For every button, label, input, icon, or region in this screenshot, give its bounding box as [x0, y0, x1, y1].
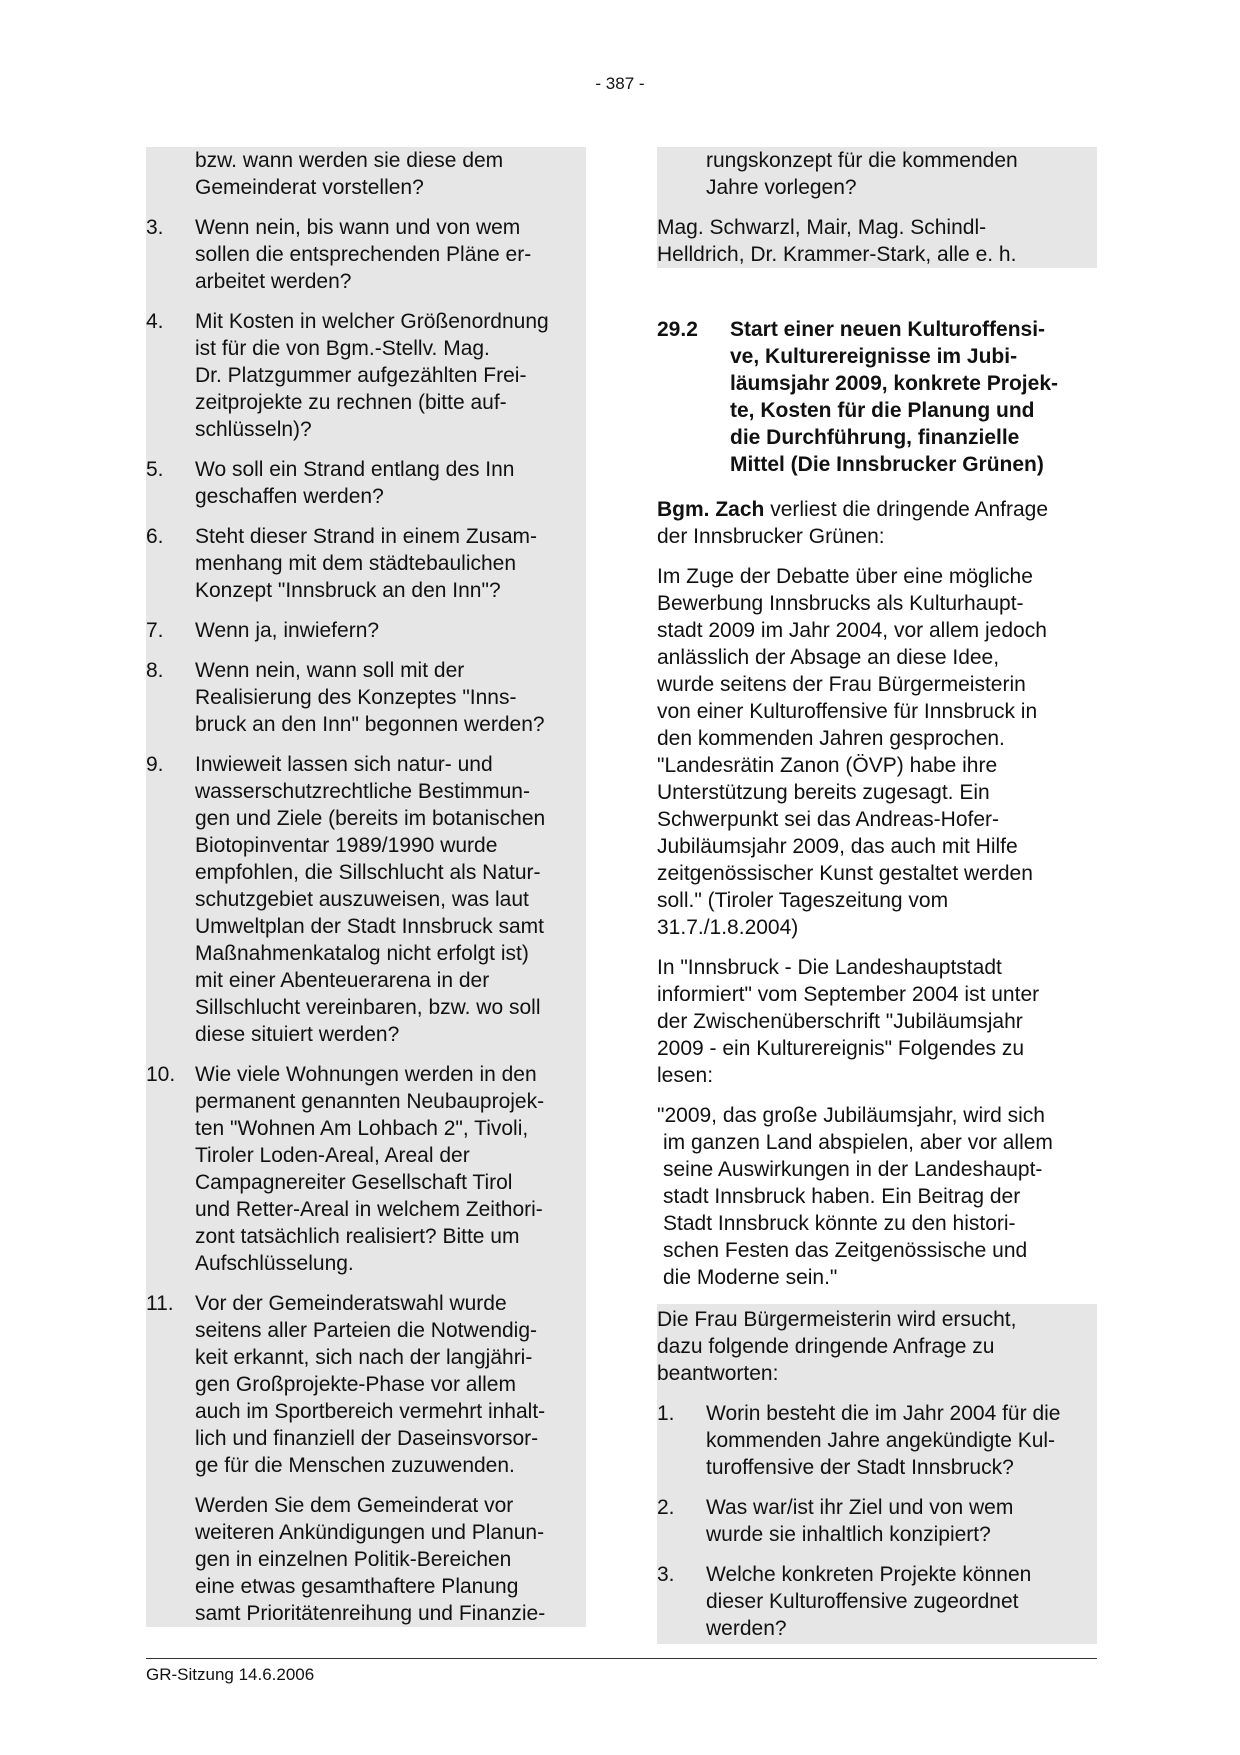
text-line: Unterstützung bereits zugesagt. Ein [657, 781, 990, 804]
text-line: seitens aller Parteien die Notwendig- [195, 1319, 538, 1342]
list-item [146, 523, 586, 604]
text-line: Gemeinderat vorstellen? [195, 176, 424, 199]
left-closing-paragraph [146, 1492, 586, 1627]
list-item [146, 1290, 586, 1479]
text-line: Jubiläumsjahr 2009, das auch mit Hilfe [657, 835, 1018, 858]
text-line: Was war/ist ihr Ziel und von wem [706, 1496, 1014, 1519]
text-line: 31.7./1.8.2004) [657, 916, 799, 939]
list-item [146, 214, 586, 295]
text-line: gen und Ziele (bereits im botanischen [195, 807, 546, 830]
text-line: stadt Innsbruck haben. Ein Beitrag der [663, 1185, 1021, 1208]
right-continuation [657, 147, 1097, 201]
item-number: 1. [657, 1402, 675, 1425]
heading-line: die Durchführung, finanzielle [730, 426, 1020, 449]
text-line: ge für die Menschen zuzuwenden. [195, 1454, 515, 1477]
text-line: eine etwas gesamthaftere Planung [195, 1575, 519, 1598]
text-line: Wie viele Wohnungen werden in den [195, 1063, 537, 1086]
list-item [657, 1561, 1097, 1642]
text-line: dazu folgende dringende Anfrage zu [657, 1335, 995, 1358]
text-line: keit erkannt, sich nach der langjähri- [195, 1346, 533, 1369]
text-line: mit einer Abenteuerarena in der [195, 969, 490, 992]
text-line: Inwieweit lassen sich natur- und [195, 753, 493, 776]
left-continuation [146, 147, 586, 201]
signatories [657, 214, 1097, 268]
section-number: 29.2 [657, 318, 698, 341]
text-line: schutzgebiet auszuweisen, was laut [195, 888, 529, 911]
text-line: Umweltplan der Stadt Innsbruck samt [195, 915, 544, 938]
text-line: "Landesrätin Zanon (ÖVP) habe ihre [657, 754, 998, 777]
text-line: zeitgenössischer Kunst gestaltet werden [657, 862, 1033, 885]
text-line: weiteren Ankündigungen und Planun- [195, 1521, 545, 1544]
text-line: lesen: [657, 1064, 714, 1087]
text-line: kommenden Jahre angekündigte Kul- [706, 1429, 1056, 1452]
text-line: Worin besteht die im Jahr 2004 für die [706, 1402, 1061, 1425]
text-line: Mag. Schwarzl, Mair, Mag. Schindl- [657, 216, 987, 239]
text-line: informiert" vom September 2004 ist unter [657, 983, 1040, 1006]
heading-line: te, Kosten für die Planung und [730, 399, 1035, 422]
text-line: "2009, das große Jubiläumsjahr, wird sich [657, 1104, 1045, 1127]
text-line: dieser Kulturoffensive zugeordnet [706, 1590, 1019, 1613]
text-line: auch im Sportbereich vermehrt inhalt- [195, 1400, 546, 1423]
text-line: Maßnahmenkatalog nicht erfolgt ist) [195, 942, 529, 965]
item-number: 3. [146, 216, 164, 239]
text-fragment: verliest die dringende Anfrage [764, 498, 1049, 521]
section-heading [657, 316, 1097, 478]
text-line: rungskonzept für die kommenden [706, 149, 1018, 172]
text-line: Die Frau Bürgermeisterin wird ersucht, [657, 1308, 1017, 1331]
text-line: gen Großprojekte-Phase vor allem [195, 1373, 516, 1396]
list-item [146, 1061, 586, 1277]
text-line: schlüsseln)? [195, 418, 312, 441]
request-paragraph [657, 1306, 1097, 1387]
text-line: Dr. Platzgummer aufgezählten Frei- [195, 364, 527, 387]
text-line: turoffensive der Stadt Innsbruck? [706, 1456, 1014, 1479]
text-line: wurde sie inhaltlich konzipiert? [706, 1523, 991, 1546]
text-line: und Retter-Areal in welchem Zeithori- [195, 1198, 543, 1221]
footer-divider [146, 1658, 1097, 1659]
item-number: 11. [146, 1292, 174, 1315]
right-shaded-block-top [657, 147, 1097, 268]
text-line: beantworten: [657, 1362, 779, 1385]
text-line: Steht dieser Strand in einem Zusam- [195, 525, 537, 548]
text-line: seine Auswirkungen in der Landeshaupt- [663, 1158, 1043, 1181]
list-item [657, 1494, 1097, 1548]
text-line: von einer Kulturoffensive für Innsbruck in [657, 700, 1038, 723]
reader-statement [657, 496, 1097, 550]
text-line: der Innsbrucker Grünen: [657, 525, 885, 548]
paragraph-1 [657, 563, 1097, 941]
quote [657, 1102, 1097, 1291]
text-line: Werden Sie dem Gemeinderat vor [195, 1494, 514, 1517]
text-line: Biotopinventar 1989/1990 wurde [195, 834, 498, 857]
list-item [657, 1400, 1097, 1481]
item-number: 10. [146, 1063, 176, 1086]
text-line: Helldrich, Dr. Krammer-Stark, alle e. h. [657, 243, 1017, 266]
text-line: Vor der Gemeinderatswahl wurde [195, 1292, 507, 1315]
text-line: stadt 2009 im Jahr 2004, vor allem jedoch [657, 619, 1047, 642]
item-number: 9. [146, 753, 164, 776]
text-line: die Moderne sein." [663, 1266, 838, 1289]
list-item [146, 751, 586, 1048]
footer-text: GR-Sitzung 14.6.2006 [146, 1665, 315, 1684]
heading-line: Mittel (Die Innsbrucker Grünen) [730, 453, 1044, 476]
text-line: Welche konkreten Projekte können [706, 1563, 1032, 1586]
text-line: empfohlen, die Sillschlucht als Natur- [195, 861, 541, 884]
item-number: 5. [146, 458, 164, 481]
heading-line: Start einer neuen Kulturoffensi- [730, 318, 1046, 341]
text-line: zont tatsächlich realisiert? Bitte um [195, 1225, 520, 1248]
text-line: arbeitet werden? [195, 270, 352, 293]
item-number: 6. [146, 525, 164, 548]
text-line: 2009 - ein Kulturereignis" Folgendes zu [657, 1037, 1025, 1060]
left-shaded-block [146, 147, 586, 1627]
text-line: Campagnereiter Gesellschaft Tirol [195, 1171, 513, 1194]
text-line: ten "Wohnen Am Lohbach 2", Tivoli, [195, 1117, 529, 1140]
text-line: geschaffen werden? [195, 485, 384, 508]
text-line: Tiroler Loden-Areal, Areal der [195, 1144, 470, 1167]
text-line: In "Innsbruck - Die Landeshauptstadt [657, 956, 1002, 979]
heading-line: läumsjahr 2009, konkrete Projek- [730, 372, 1058, 395]
text-line: Stadt Innsbruck könnte zu den histori- [663, 1212, 1016, 1235]
item-number: 7. [146, 619, 164, 642]
text-line: Im Zuge der Debatte über eine mögliche [657, 565, 1033, 588]
text-line: Wenn nein, wann soll mit der [195, 659, 465, 682]
text-line: samt Prioritätenreihung und Finanzie- [195, 1602, 546, 1625]
list-item [146, 456, 586, 510]
text-line: schen Festen das Zeitgenössische und [663, 1239, 1028, 1262]
text-line: Wo soll ein Strand entlang des Inn [195, 458, 515, 481]
heading-line: ve, Kulturereignisse im Jubi- [730, 345, 1018, 368]
text-line: diese situiert werden? [195, 1023, 400, 1046]
text-line: permanent genannten Neubauprojek- [195, 1090, 545, 1113]
page-number: - 387 - [595, 74, 645, 93]
text-line: ist für die von Bgm.-Stellv. Mag. [195, 337, 490, 360]
list-item [146, 308, 586, 443]
list-item [146, 617, 586, 644]
item-number: 2. [657, 1496, 675, 1519]
text-line: Aufschlüsselung. [195, 1252, 354, 1275]
left-column [146, 147, 586, 1627]
text-line: wurde seitens der Frau Bürgermeisterin [657, 673, 1026, 696]
text-line: bzw. wann werden sie diese dem [195, 149, 504, 172]
text-line: im ganzen Land abspielen, aber vor allem [663, 1131, 1053, 1154]
text-line: Wenn ja, inwiefern? [195, 619, 380, 642]
right-column [657, 147, 1097, 1644]
text-line: wasserschutzrechtliche Bestimmun- [195, 780, 530, 803]
text-line: Schwerpunkt sei das Andreas-Hofer- [657, 808, 999, 831]
text-line: den kommenden Jahren gesprochen. [657, 727, 1005, 750]
paragraph-2 [657, 954, 1097, 1089]
list-item [146, 657, 586, 738]
item-number: 8. [146, 659, 164, 682]
text-line: Mit Kosten in welcher Größenordnung [195, 310, 549, 333]
text-line: anlässlich der Absage an diese Idee, [657, 646, 1000, 669]
text-line: Realisierung des Konzeptes "Inns- [195, 686, 517, 709]
reader-name: Bgm. Zach [657, 498, 765, 521]
text-line: der Zwischenüberschrift "Jubiläumsjahr [657, 1010, 1023, 1033]
text-line: werden? [706, 1617, 787, 1640]
text-line: Wenn nein, bis wann und von wem [195, 216, 521, 239]
text-line: Jahre vorlegen? [706, 176, 857, 199]
text-line: lich und finanziell der Daseinsvorsor- [195, 1427, 539, 1450]
text-line: menhang mit dem städtebaulichen [195, 552, 517, 575]
text-line: gen in einzelnen Politik-Bereichen [195, 1548, 512, 1571]
text-line: bruck an den Inn" begonnen werden? [195, 713, 545, 736]
item-number: 3. [657, 1563, 675, 1586]
text-line: sollen die entsprechenden Pläne er- [195, 243, 532, 266]
text-line: Sillschlucht vereinbaren, bzw. wo soll [195, 996, 541, 1019]
right-shaded-block-bottom [657, 1304, 1097, 1644]
text-line: Bewerbung Innsbrucks als Kulturhaupt- [657, 592, 1024, 615]
text-line: zeitprojekte zu rechnen (bitte auf- [195, 391, 507, 414]
text-line: soll." (Tiroler Tageszeitung vom [657, 889, 949, 912]
item-number: 4. [146, 310, 164, 333]
text-line: Konzept "Innsbruck an den Inn"? [195, 579, 501, 602]
